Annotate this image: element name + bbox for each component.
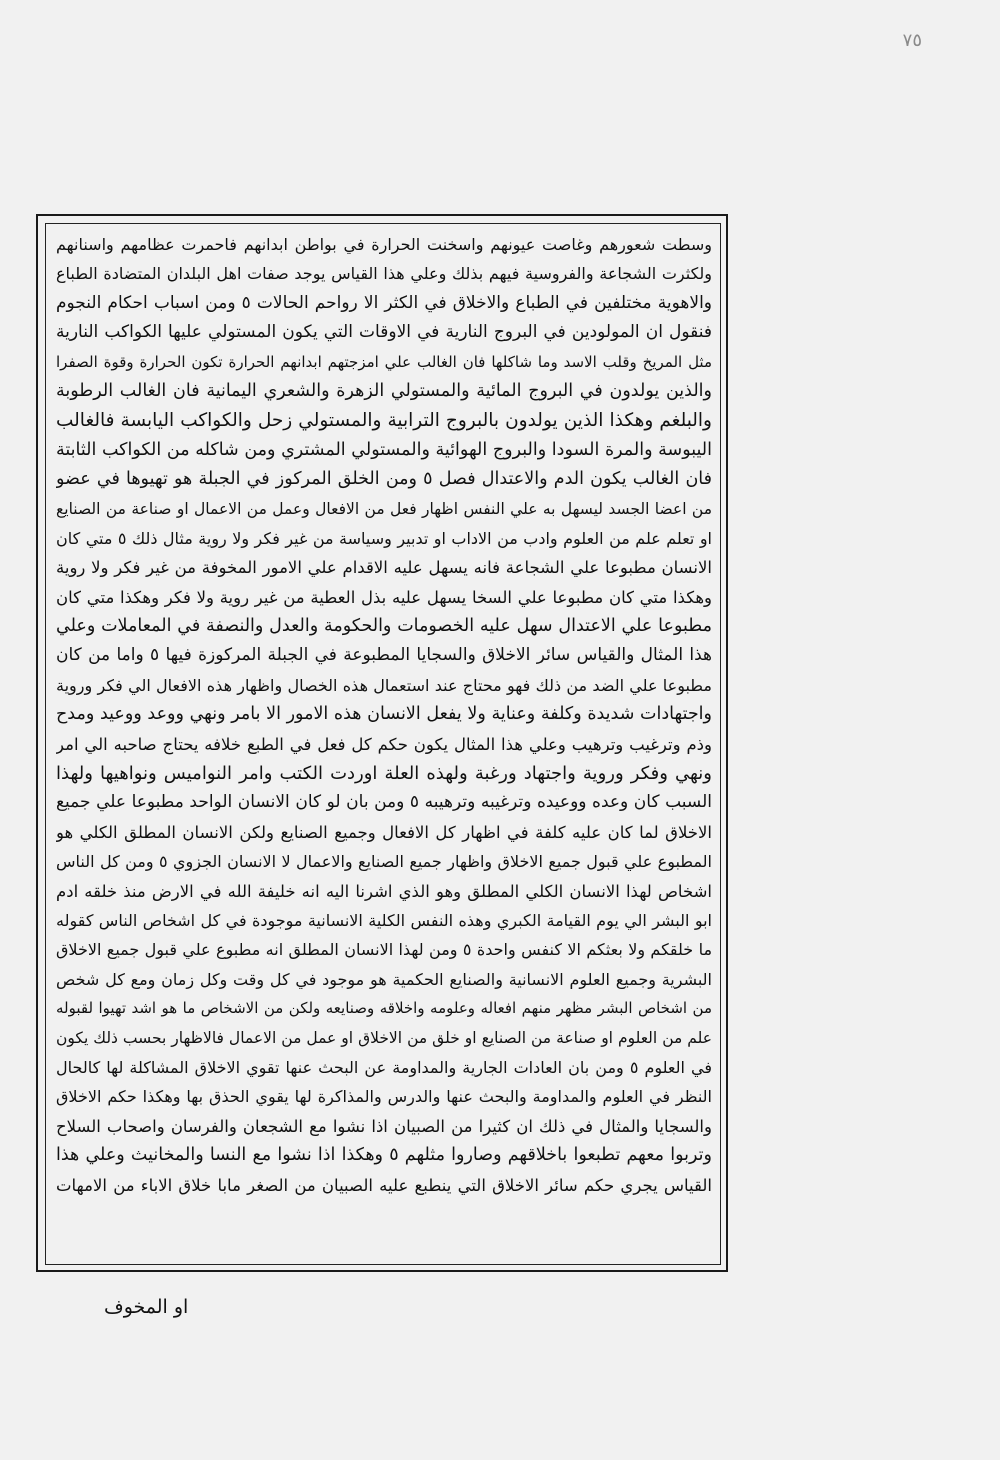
text-line: علم من العلوم او صناعة من الصنايع او خلق من الاخلاق او عمل من الاعمال فالاظهار بحسب ذلك يكون — [56, 1028, 712, 1047]
text-line: الانسان مطبوعا علي الشجاعة فانه يسهل عليه الاقدام علي الامور المخوفة من غير فكر ولا روية — [56, 558, 712, 578]
text-line: ما خلقكم ولا بعثكم الا كنفس واحدة ٥ ومن لهذا الانسان المطلق انه مطبوع علي قبول جميع الاخلاق — [56, 940, 712, 960]
text-line: المطبوع علي قبول جميع الاخلاق واظهار جميع الصنايع والاعمال لا الانسان الجزوي ٥ ومن كل الناس — [56, 852, 712, 872]
text-line: من اعضا الجسد ليسهل به علي النفس اظهار فعل من الافعال وعمل من الاعمال او صناعة من الصنايع — [56, 499, 712, 518]
text-line: والذين يولدون في البروج المائية والمستولي الزهرة والشعري اليمانية فان الغالب الرطوبة — [56, 380, 712, 401]
text-line: واجتهادات شديدة وكلفة وعناية ولا يفعل الانسان هذه الامور الا بامر ونهي ووعد ووعيد ومدح — [56, 704, 712, 725]
text-line: هذا المثال والقياس سائر الاخلاق والسجايا المطبوعة في الجبلة المركوزة فيها ٥ واما من كان — [56, 645, 712, 666]
text-line: السبب كان وعده ووعيده وترغيبه وترهيبه ٥ ومن بان لو كان الانسان الواحد مطبوعا علي جميع — [56, 792, 712, 813]
text-line: وهكذا متي كان مطبوعا علي السخا يسهل عليه بذل العطية من غير روية ولا فكر وهكذا متي كان — [56, 587, 712, 607]
text-line: والسجايا والمثال في ذلك ان كثيرا من الصبيان اذا نشوا مع الشجعان والفرسان واصحاب السلاح — [56, 1116, 712, 1136]
text-line: والبلغم وهكذا الذين يولدون بالبروج الترابية والمستولي زحل والكواكب اليابسة فالغالب — [56, 410, 712, 432]
text-line: مثل المريخ وقلب الاسد وما شاكلها فان الغالب علي امزجتهم ابدانهم الحرارة تكون الحرارة وقوة الصفرا — [56, 352, 712, 371]
text-line: القياس يجري حكم سائر الاخلاق التي ينطبع عليه الصبيان من الصغر مابا خلاق الاباء من الامهات — [56, 1175, 712, 1195]
text-line: فنقول ان المولودين في البروج النارية في الاوقات التي يكون المستولي عليها الكواكب النارية — [56, 322, 712, 343]
manuscript-text-block — [56, 230, 712, 1260]
text-line: والاهوية مختلفين في الطباع والاخلاق في الكثر الا رواحم الحالات ٥ ومن اسباب احكام النجوم — [56, 292, 712, 313]
text-frame-inner-border — [45, 223, 721, 1265]
text-line: اشخاص لهذا الانسان الكلي المطلق وهو الذي اشرنا اليه انه خليفة الله في الارض منذ خلقه ادم — [56, 881, 712, 901]
text-line: فان الغالب يكون الدم والاعتدال فصل ٥ ومن الخلق المركوز في الجبلة هو تهيوها في عضو — [56, 469, 712, 490]
text-line: ابو البشر الي يوم القيامة الكبري وهذه النفس الكلية الانسانية موجودة في كل اشخاص الناس كقوله — [56, 910, 712, 930]
text-line: اليبوسة والمرة السودا والبروج الهوائية والمستولي المشتري ومن شاكله من الكواكب الثابتة — [56, 439, 712, 460]
text-line: الاخلاق لما كان عليه كلفة في اظهار كل الافعال وجميع الصنايع ولكن الانسان المطلق الكلي هو — [56, 822, 712, 842]
catchword: او المخوف — [104, 1296, 189, 1318]
text-frame-outer-border — [36, 214, 728, 1272]
text-line: وسطت شعورهم وغاصت عيونهم واسخنت الحرارة في بواطن ابدانهم فاحمرت عظامهم واسنانهم — [56, 235, 712, 254]
folio-number: ٧٥ — [902, 30, 922, 51]
text-line: مطبوعا علي الاعتدال سهل عليه الخصومات والحكومة والعدل والنصفة في المعاملات وعلي — [56, 616, 712, 637]
text-line: وتربوا معهم تطبعوا باخلاقهم وصاروا مثلهم ٥ وهكذا اذا نشوا مع النسا والمخانيث وعلي هذا — [56, 1145, 712, 1166]
text-line: او تعلم علم من العلوم وادب من الاداب او تدبير وسياسة من غير فكر ولا روية مثال ذلك ٥ متي كان — [56, 528, 712, 548]
text-line: ولكثرت الشجاعة والفروسية فيهم بذلك وعلي هذا القياس يوجد صفات اهل البلدان المتضادة الطباع — [56, 264, 712, 284]
text-line: ونهي وفكر وروية واجتهاد ورغبة ولهذه العلة اوردت الكتب وامر النواميس ونواهيها ولهذا — [56, 763, 712, 785]
text-line: في العلوم ٥ ومن بان العادات الجارية والمداومة عن البحث عنها تقوي الاخلاق المشاكلة لها كالحال — [56, 1057, 712, 1077]
text-line: من اشخاص البشر مظهر منهم افعاله وعلومه واخلاقه وصنايعه ولكن من الاشخاص ما هو اشد تهيوا لقبوله — [56, 999, 712, 1018]
text-line: مطبوعا علي الضد من ذلك فهو محتاج عند استعمال هذه الخصال واظهار هذه الافعال الي فكر وروية — [56, 675, 712, 695]
text-line: النظر في العلوم والمداومة والبحث عنها والدرس والمذاكرة لها يقوي الحذق بها وهكذا حكم الاخلاق — [56, 1087, 712, 1107]
text-line: وذم وترغيب وترهيب وعلي هذا المثال يكون حكم كل فعل في الطبع خلافه يحتاج صاحبه الي امر — [56, 734, 712, 754]
text-line: البشرية وجميع العلوم الانسانية والصنايع الحكمية هو موجود في كل وقت وكل زمان ومع كل شخص — [56, 969, 712, 989]
